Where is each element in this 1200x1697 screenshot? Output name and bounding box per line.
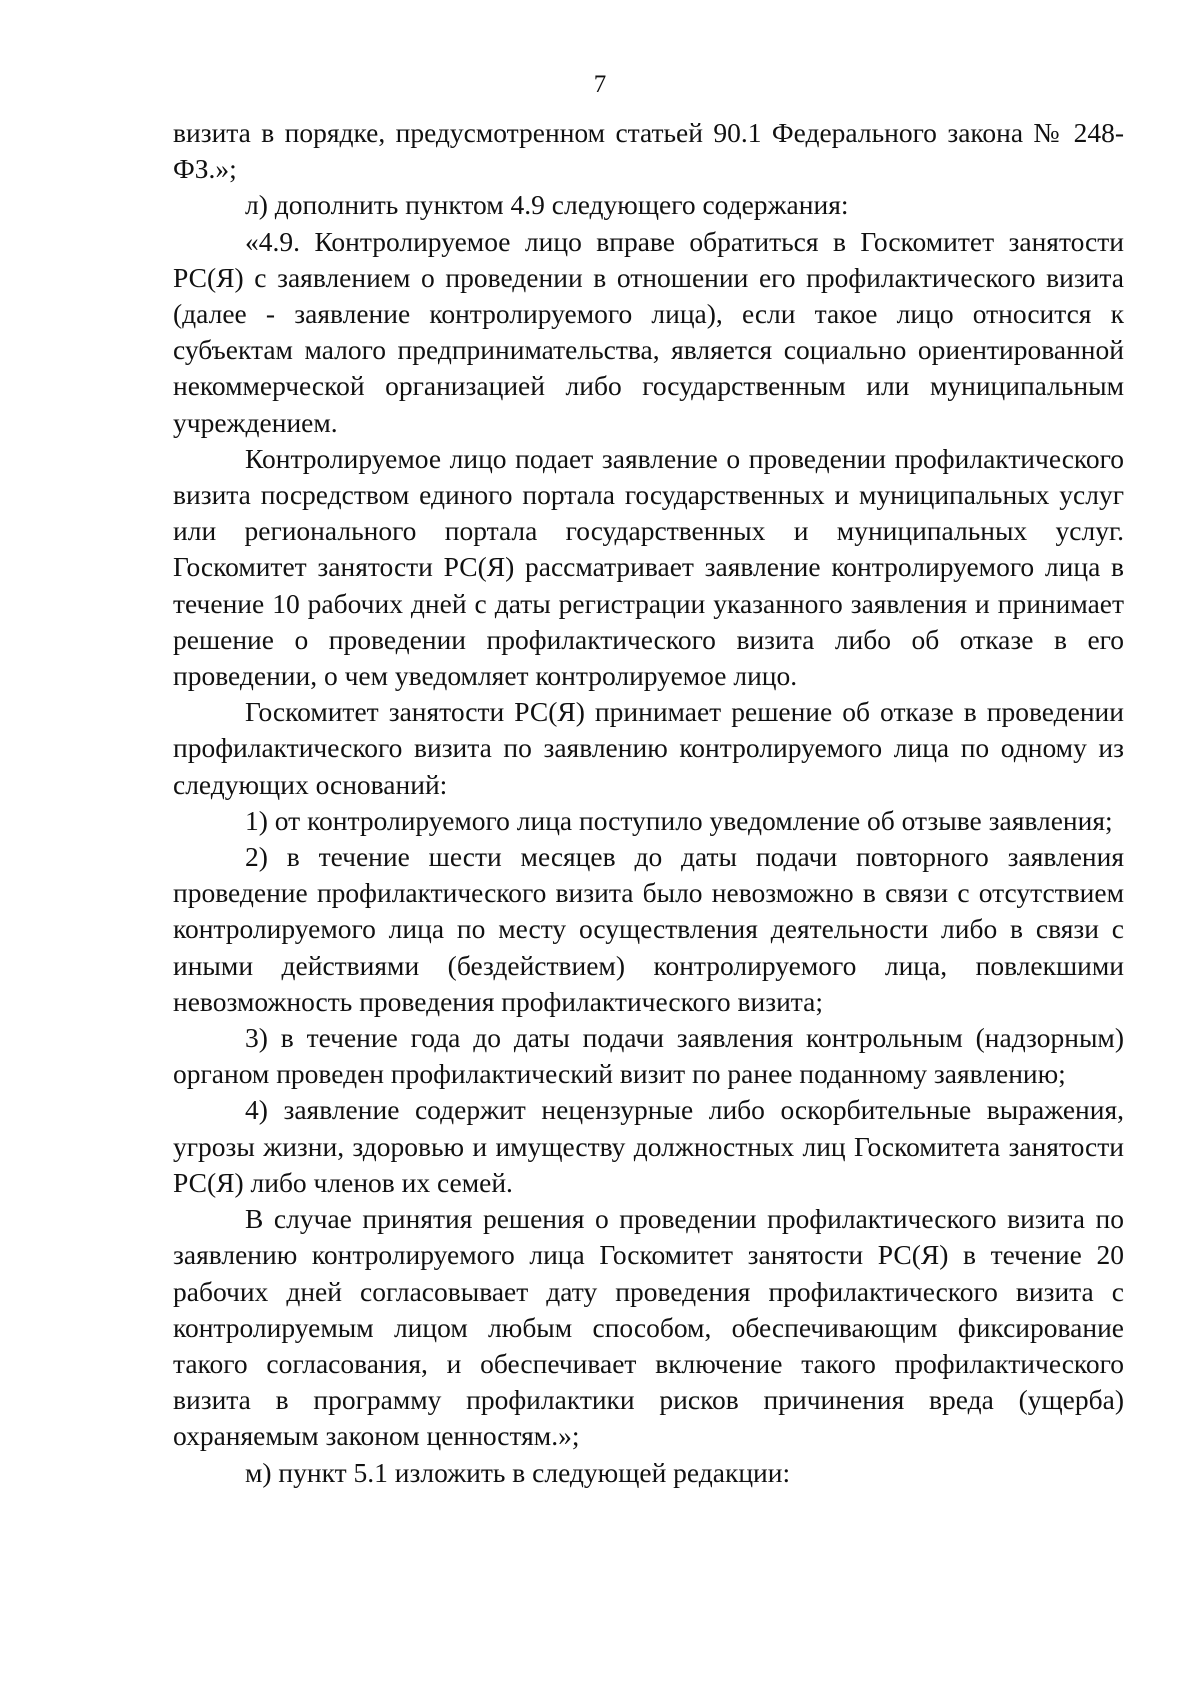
paragraph-4: Контролируемое лицо подает заявление о проведении профилактического визита посредством единого портала государственных и муниципальных услуг или регионального портала государственных и муниципальных услуг. Госкомитет занятости РС(Я) рассматривает заявление контролируемого лица в течение 10 рабочих дней с даты регистрации указанного заявления и принимает решение о проведении профилактического визита либо об отказе в его проведении, о чем уведомляет контролируемое лицо. [173,442,1124,692]
paragraph-1: визита в порядке, предусмотренном статьей 90.1 Федерального закона № 248-ФЗ.»; [173,117,1124,185]
paragraph-9: 4) заявление содержит нецензурные либо оскорбительные выражения, угрозы жизни, здоровью и имуществу должностных лиц Госкомитета занятости РС(Я) либо членов их семей. [173,1094,1124,1198]
document-body [173,115,1124,1491]
paragraph-5: Госкомитет занятости РС(Я) принимает решение об отказе в проведении профилактического визита по заявлению контролируемого лица по одному из следующих оснований: [173,696,1124,800]
paragraph-11: м) пункт 5.1 изложить в следующей редакции: [245,1456,791,1488]
paragraph-8: 3) в течение года до даты подачи заявления контрольным (надзорным) органом проведен профилактический визит по ранее поданному заявлению; [173,1022,1124,1090]
paragraph-6: 1) от контролируемого лица поступило уведомление об отзыве заявления; [245,804,1113,836]
paragraph-10: В случае принятия решения о проведении профилактического визита по заявлению контролируемого лица Госкомитет занятости РС(Я) в течение 20 рабочих дней согласовывает дату проведения профилактического визита с контролируемым лицом любым способом, обеспечивающим фиксирование такого согласования, и обеспечивает включение такого профилактического визита в программу профилактики рисков причинения вреда (ущерба) охраняемым законом ценностям.»; [173,1203,1124,1452]
paragraph-3: «4.9. Контролируемое лицо вправе обратиться в Госкомитет занятости РС(Я) с заявлением о проведении в отношении его профилактического визита (далее - заявление контролируемого лица), если такое лицо относится к субъектам малого предпринимательства, является социально ориентированной некоммерческой организацией либо государственным или муниципальным учреждением. [173,225,1124,438]
paragraph-2: л) дополнить пунктом 4.9 следующего содержания: [245,189,849,221]
paragraph-7: 2) в течение шести месяцев до даты подачи повторного заявления проведение профилактического визита было невозможно в связи с отсутствием контролируемого лица по месту осуществления деятельности либо в связи с иными действиями (бездействием) контролируемого лица, повлекшими невозможность проведения профилактического визита; [173,841,1124,1017]
page-number: 7 [593,71,607,98]
